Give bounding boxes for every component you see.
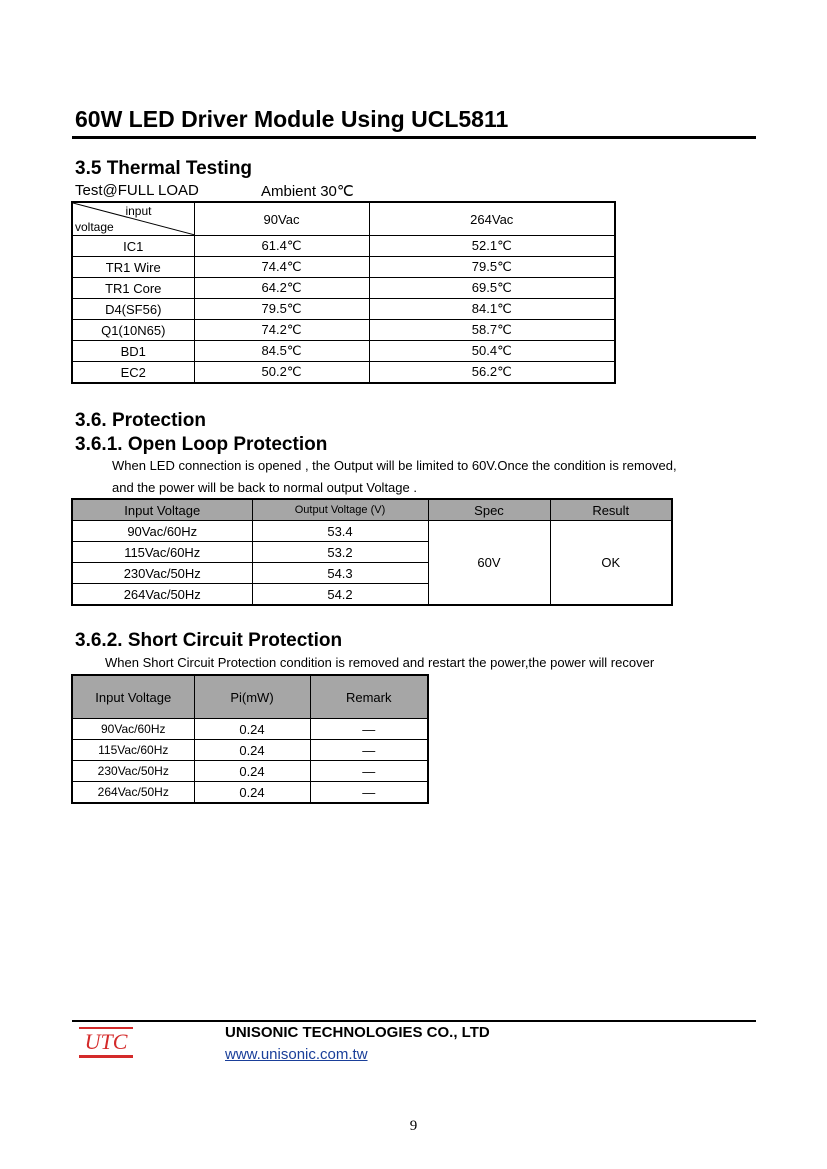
short-circuit-table <box>71 674 429 804</box>
table-row <box>72 236 615 257</box>
thermal-heading: 3.5 Thermal Testing <box>75 158 253 179</box>
input-voltage: 264Vac/50Hz <box>72 782 194 804</box>
header-output-voltage: Output Voltage (V) <box>252 499 428 521</box>
temp-264vac: 50.4℃ <box>369 341 615 362</box>
corner-label-input: input <box>125 204 152 218</box>
table-row <box>72 782 428 804</box>
open-loop-heading: 3.6.1. Open Loop Protection <box>75 434 328 455</box>
open-loop-description-2: and the power will be back to normal output Voltage . <box>112 480 417 495</box>
protection-heading: 3.6. Protection <box>75 410 206 431</box>
short-circuit-heading: 3.6.2. Short Circuit Protection <box>75 630 343 651</box>
table-row <box>72 320 615 341</box>
remark-value: — <box>310 719 428 740</box>
open-loop-description-1: When LED connection is opened , the Output will be limited to 60V.Once the condition is removed, <box>112 458 677 473</box>
component-name: TR1 Core <box>72 278 194 299</box>
header-pi: Pi(mW) <box>194 675 310 719</box>
spec-value: 60V <box>428 521 550 606</box>
temp-264vac: 56.2℃ <box>369 362 615 384</box>
output-voltage: 54.3 <box>252 563 428 584</box>
pi-value: 0.24 <box>194 740 310 761</box>
table-row <box>72 362 615 384</box>
component-name: IC1 <box>72 236 194 257</box>
temp-264vac: 69.5℃ <box>369 278 615 299</box>
table-row <box>72 740 428 761</box>
thermal-col-264vac: 264Vac <box>369 202 615 236</box>
table-row <box>72 299 615 320</box>
temp-90vac: 61.4℃ <box>194 236 369 257</box>
ambient-temperature: Ambient 30℃ <box>261 183 354 200</box>
corner-label-voltage: voltage <box>75 220 114 234</box>
table-row <box>72 341 615 362</box>
temp-90vac: 64.2℃ <box>194 278 369 299</box>
temp-90vac: 50.2℃ <box>194 362 369 384</box>
header-input-voltage: Input Voltage <box>72 499 252 521</box>
output-voltage: 53.4 <box>252 521 428 542</box>
header-result: Result <box>550 499 672 521</box>
table-row <box>72 761 428 782</box>
utc-logo: UTC <box>79 1027 133 1058</box>
remark-value: — <box>310 740 428 761</box>
page-number: 9 <box>409 1118 418 1134</box>
input-voltage: 230Vac/50Hz <box>72 761 194 782</box>
component-name: TR1 Wire <box>72 257 194 278</box>
temp-90vac: 74.2℃ <box>194 320 369 341</box>
pi-value: 0.24 <box>194 719 310 740</box>
thermal-corner-cell <box>72 202 194 236</box>
table-row <box>72 521 672 542</box>
temp-264vac: 58.7℃ <box>369 320 615 341</box>
table-row <box>72 278 615 299</box>
output-voltage: 53.2 <box>252 542 428 563</box>
website-link[interactable]: www.unisonic.com.tw <box>225 1046 368 1063</box>
temp-264vac: 52.1℃ <box>369 236 615 257</box>
input-voltage: 230Vac/50Hz <box>72 563 252 584</box>
remark-value: — <box>310 782 428 804</box>
pi-value: 0.24 <box>194 761 310 782</box>
short-circuit-header-row <box>72 675 428 719</box>
component-name: BD1 <box>72 341 194 362</box>
input-voltage: 115Vac/60Hz <box>72 740 194 761</box>
temp-90vac: 84.5℃ <box>194 341 369 362</box>
company-name: UNISONIC TECHNOLOGIES CO., LTD <box>225 1024 490 1041</box>
title-divider <box>72 136 756 139</box>
header-spec: Spec <box>428 499 550 521</box>
test-condition: Test@FULL LOAD <box>75 182 199 199</box>
table-row <box>72 257 615 278</box>
output-voltage: 54.2 <box>252 584 428 606</box>
temp-90vac: 79.5℃ <box>194 299 369 320</box>
open-loop-table <box>71 498 673 606</box>
header-input-voltage: Input Voltage <box>72 675 194 719</box>
thermal-header-row <box>72 202 615 236</box>
temp-264vac: 84.1℃ <box>369 299 615 320</box>
open-loop-header-row <box>72 499 672 521</box>
remark-value: — <box>310 761 428 782</box>
input-voltage: 264Vac/50Hz <box>72 584 252 606</box>
pi-value: 0.24 <box>194 782 310 804</box>
component-name: Q1(10N65) <box>72 320 194 341</box>
component-name: D4(SF56) <box>72 299 194 320</box>
thermal-col-90vac: 90Vac <box>194 202 369 236</box>
footer-divider <box>72 1020 756 1022</box>
header-remark: Remark <box>310 675 428 719</box>
input-voltage: 115Vac/60Hz <box>72 542 252 563</box>
input-voltage: 90Vac/60Hz <box>72 521 252 542</box>
short-circuit-description: When Short Circuit Protection condition is removed and restart the power,the power will recover <box>105 655 655 670</box>
input-voltage: 90Vac/60Hz <box>72 719 194 740</box>
component-name: EC2 <box>72 362 194 384</box>
document-title: 60W LED Driver Module Using UCL5811 <box>75 106 509 132</box>
result-value: OK <box>550 521 672 606</box>
temp-264vac: 79.5℃ <box>369 257 615 278</box>
thermal-table <box>71 201 616 384</box>
table-row <box>72 719 428 740</box>
temp-90vac: 74.4℃ <box>194 257 369 278</box>
